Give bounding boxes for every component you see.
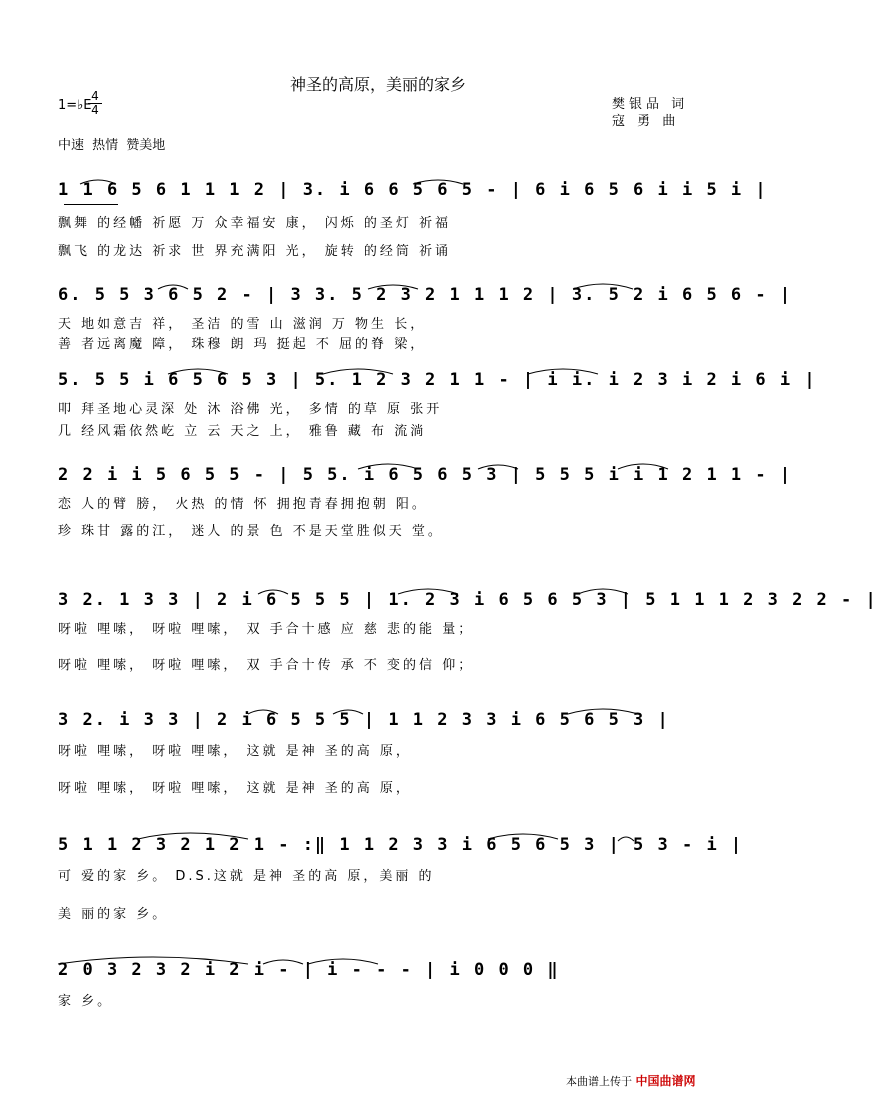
notation-line: 6. 5 5 3 6 5 2 - | 3 3. 5 2 3 2 1 1 1 2 | 3. 5 2 i 6 5 6 - | — [58, 285, 793, 305]
lyric-verse-1: 呀啦 哩嗦， 呀啦 哩嗦， 双 手合十感 应 慈 悲的能 量； — [58, 622, 475, 637]
notation-line: 1 1 6 5 6 1 1 1 2 | 3. i 6 6 5 6 5 - | 6 i 6 5 6 i i 5 i | — [58, 180, 768, 200]
site-logo: 中国曲谱网 — [635, 1074, 696, 1088]
notation-line: 5. 5 5 i 6 5 6 5 3 | 5. 1 2 3 2 1 1 - | i i. i 2 3 i 2 i 6 i | — [58, 370, 817, 390]
lyric-verse-2: 呀啦 哩嗦， 呀啦 哩嗦， 双 手合十传 承 不 变的信 仰； — [58, 658, 475, 673]
lyric-verse-1: 叩 拜圣地心灵深 处 沐 浴佛 光， 多情 的草 原 张开 — [58, 402, 443, 417]
footer-credit — [566, 1072, 696, 1089]
song-title: 神圣的高原，美丽的家乡 — [289, 75, 466, 94]
notation-line: 3 2. 1 3 3 | 2 i 6 5 5 5 | 1. 2 3 i 6 5 6 5 3 | 5 1 1 1 2 3 2 2 - | — [58, 590, 878, 610]
score-system — [58, 370, 817, 450]
score-system — [58, 180, 768, 260]
key-signature: 1=♭E — [58, 98, 92, 113]
time-signature — [88, 90, 102, 117]
score-system — [58, 590, 878, 680]
score-system — [58, 960, 683, 1020]
meter-bottom: 4 — [88, 103, 102, 117]
notation-line: 5 1 1 2 3 2 1 2 1 - :‖ 1 1 2 3 3 i 6 5 6 5 3 | 5 3 - i | — [58, 835, 744, 855]
lyric-verse-2: 美 丽的家 乡。 — [58, 907, 169, 922]
lyric-verse-1: 飘舞 的经幡 祈愿 万 众幸福安 康， 闪烁 的圣灯 祈福 — [58, 216, 452, 231]
notation-line: 2 2 i i 5 6 5 5 - | 5 5. i 6 5 6 5 3 | 5 5 5 i i 1 2 1 1 - | — [58, 465, 793, 485]
notation-line: 2 0 3 2 3 2 i 2 i - | i - - - | i 0 0 0 ‖ — [58, 960, 560, 980]
lyric-verse-2: 善 者远离魔 障， 珠穆 朗 玛 挺起 不 屈的脊 梁， — [58, 337, 427, 352]
score-system — [58, 465, 793, 545]
meter-top: 4 — [91, 89, 99, 103]
score-system — [58, 710, 683, 800]
beam-line — [64, 204, 118, 205]
composer-credit: 寇 勇 曲 — [612, 114, 680, 129]
footer-text: 本曲谱上传于 — [566, 1075, 632, 1088]
lyric-verse-1: 恋 人的臂 膀， 火热 的情 怀 拥抱青春拥抱朝 阳。 — [58, 497, 428, 512]
notation-line: 3 2. i 3 3 | 2 i 6 5 5 5 | 1 1 2 3 3 i 6 5 6 5 3 | — [58, 710, 670, 730]
lyric-verse-2: 珍 珠甘 露的江， 迷人 的景 色 不是天堂胜似天 堂。 — [58, 524, 444, 539]
tempo-marking: 中速 热情 赞美地 — [58, 138, 166, 153]
score-system — [58, 285, 793, 365]
lyric-verse-1: 家 乡。 — [58, 994, 114, 1009]
lyric-verse-1: 天 地如意吉 祥， 圣洁 的雪 山 滋润 万 物生 长， — [58, 317, 427, 332]
credits — [612, 96, 688, 130]
lyric-verse-1: 呀啦 哩嗦， 呀啦 哩嗦， 这就 是神 圣的高 原， — [58, 744, 412, 759]
lyric-verse-2: 呀啦 哩嗦， 呀啦 哩嗦， 这就 是神 圣的高 原， — [58, 781, 412, 796]
lyric-verse-1: 可 爱的家 乡。 D.S.这就 是神 圣的高 原，美丽 的 — [58, 869, 435, 884]
lyric-verse-2: 几 经风霜依然屹 立 云 天之 上， 雅鲁 藏 布 流淌 — [58, 424, 427, 439]
score-system — [58, 835, 744, 925]
lyricist-credit: 樊银品 词 — [612, 97, 689, 112]
lyric-verse-2: 飘飞 的龙达 祈求 世 界充满阳 光， 旋转 的经筒 祈诵 — [58, 244, 452, 259]
